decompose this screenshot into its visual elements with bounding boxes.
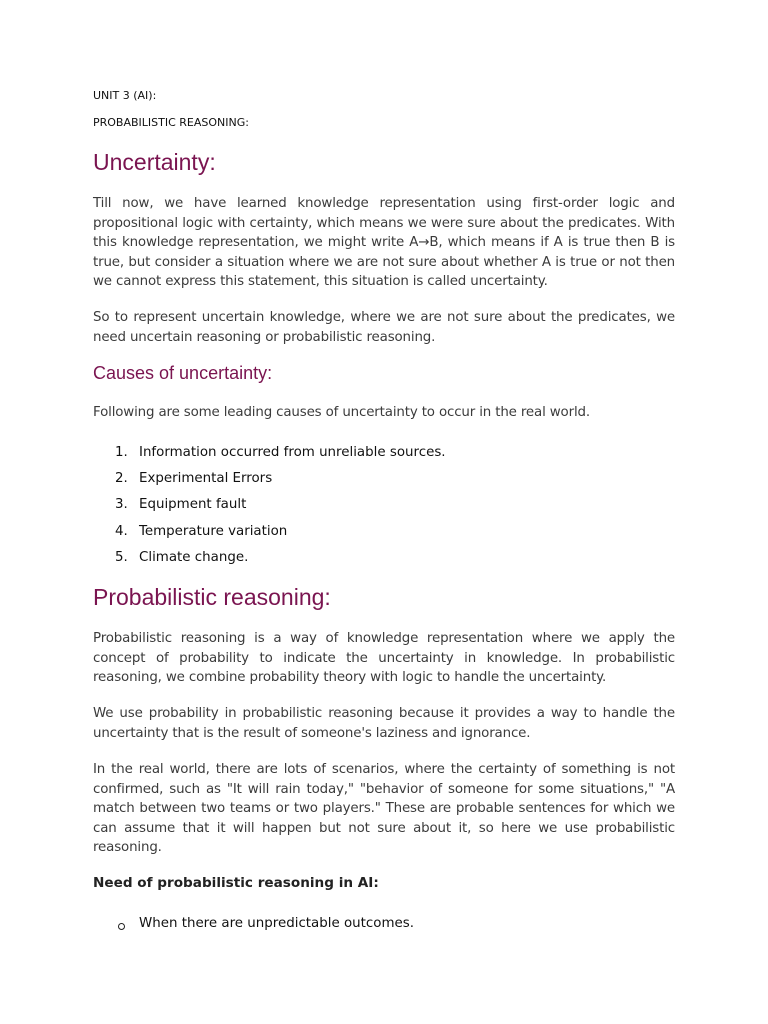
probabilistic-paragraph-3: In the real world, there are lots of scenarios, where the certainty of something is not confirmed, such as "It will rain today," "behavior of someone for some situations," "A match between two teams or two players." These are probable sentences for which we can assume that it will happen but not sure about it, so here we use probabilistic reasoning. — [93, 762, 675, 855]
list-item — [115, 522, 287, 542]
list-item — [115, 443, 446, 463]
list-number: 5. — [115, 550, 128, 565]
list-number: 3. — [115, 497, 128, 512]
probabilistic-heading: Probabilistic reasoning: — [93, 584, 331, 610]
list-item — [115, 469, 272, 489]
list-number: 1. — [115, 445, 128, 460]
causes-heading: Causes of uncertainty: — [93, 363, 273, 383]
list-item — [115, 495, 246, 515]
uncertainty-paragraph-1: Till now, we have learned knowledge representation using first-order logic and propositional logic with certainty, which means we were sure about the predicates. With this knowledge representation, we might write A→B, which means if A is true then B is true, but consider a situation where we are not sure about whether A is true or not then we cannot express this statement, this situation is called uncertainty. — [93, 196, 675, 289]
circle-bullet-icon — [115, 914, 139, 937]
list-number: 4. — [115, 524, 128, 539]
unit-label: UNIT 3 (AI): — [93, 89, 157, 102]
list-item — [115, 914, 414, 934]
causes-intro: Following are some leading causes of uncertainty to occur in the real world. — [93, 405, 590, 420]
need-heading: Need of probabilistic reasoning in AI: — [93, 875, 379, 891]
probabilistic-paragraph-2: We use probability in probabilistic reasoning because it provides a way to handle the uncertainty that is the result of someone's laziness and ignorance. — [93, 706, 675, 741]
probabilistic-paragraph-1: Probabilistic reasoning is a way of knowledge representation where we apply the concept of probability to indicate the uncertainty in knowledge. In probabilistic reasoning, we combine probability theory with logic to handle the uncertainty. — [93, 631, 675, 685]
list-text: Experimental Errors — [139, 471, 273, 486]
topic-label: PROBABILISTIC REASONING: — [93, 116, 249, 129]
uncertainty-paragraph-2: So to represent uncertain knowledge, where we are not sure about the predicates, we need uncertain reasoning or probabilistic reasoning. — [93, 310, 675, 345]
list-text: Temperature variation — [139, 524, 288, 539]
list-number: 2. — [115, 471, 128, 486]
bullet-text: When there are unpredictable outcomes. — [139, 916, 414, 931]
list-item — [115, 548, 248, 568]
list-text: Information occurred from unreliable sources. — [139, 445, 446, 460]
uncertainty-heading: Uncertainty: — [93, 149, 216, 175]
list-text: Equipment fault — [139, 497, 247, 512]
list-text: Climate change. — [139, 550, 249, 565]
